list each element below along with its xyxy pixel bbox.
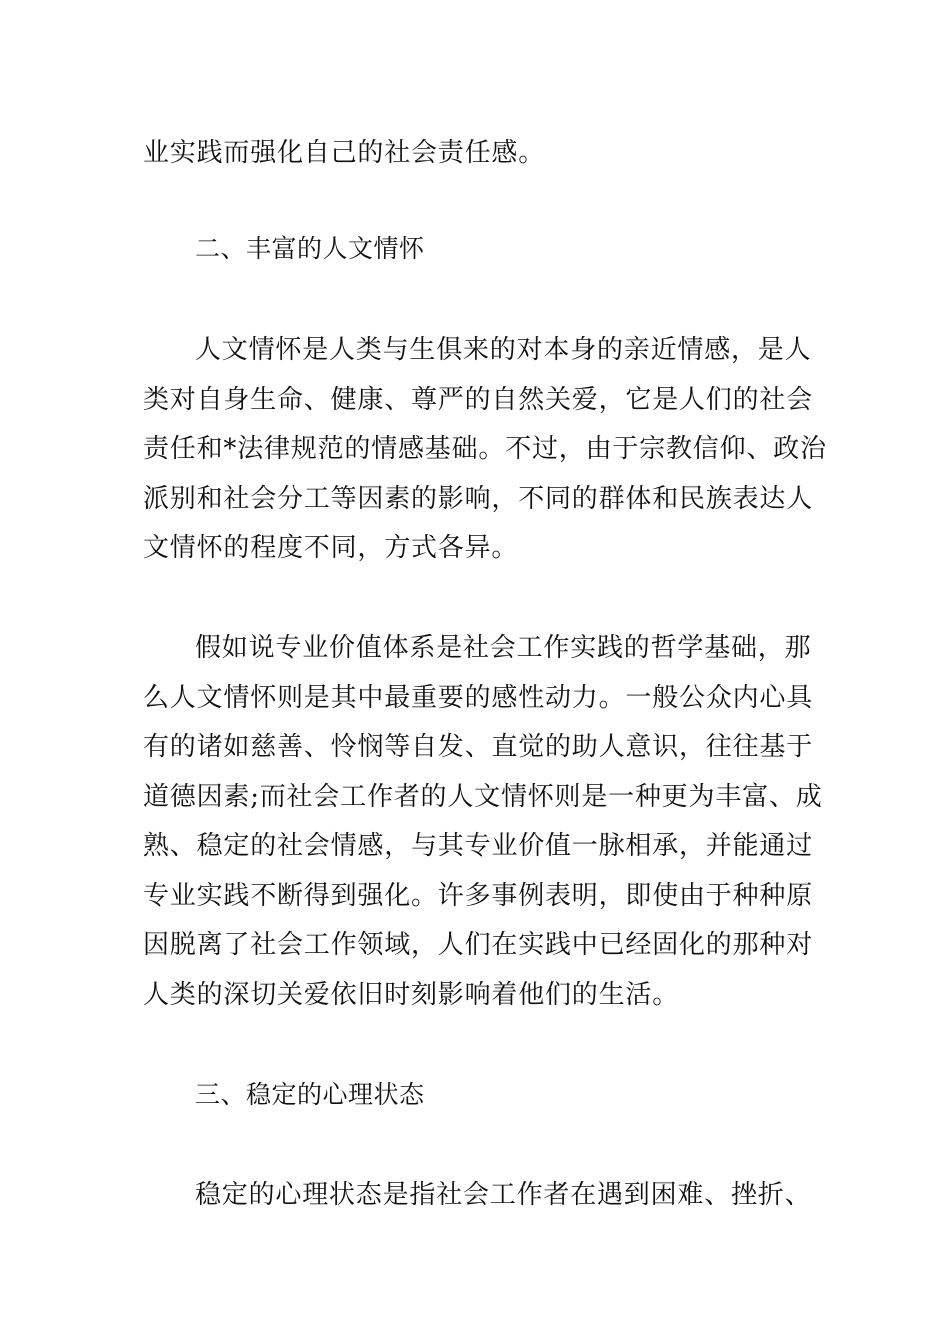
paragraph-line: 人类的深切关爱依旧时刻影响着他们的生活。 <box>143 980 680 1010</box>
paragraph-line: 稳定的心理状态是指社会工作者在遇到困难、挫折、 <box>195 1180 812 1210</box>
paragraph-line: 道德因素;而社会工作者的人文情怀则是一种更为丰富、成 <box>143 782 823 812</box>
paragraph-line: 人文情怀是人类与生俱来的对本身的亲近情感，是人 <box>195 335 812 365</box>
paragraph-line: 专业实践不断得到强化。许多事例表明，即使由于种种原 <box>143 881 814 911</box>
paragraph-line: 因脱离了社会工作领域，人们在实践中已经固化的那种对 <box>143 930 814 960</box>
section-heading-3: 三、稳定的心理状态 <box>195 1080 425 1109</box>
paragraph-line: 文情怀的程度不同，方式各异。 <box>143 533 519 563</box>
paragraph-line: 假如说专业价值体系是社会工作实践的哲学基础，那 <box>195 633 812 663</box>
paragraph-line: 类对自身生命、健康、尊严的自然关爱，它是人们的社会 <box>143 385 814 415</box>
paragraph-continuation: 业实践而强化自己的社会责任感。 <box>143 138 546 168</box>
paragraph-line: 么人文情怀则是其中最重要的感性动力。一般公众内心具 <box>143 683 814 713</box>
paragraph-line: 有的诸如慈善、怜悯等自发、直觉的助人意识，往往基于 <box>143 732 814 762</box>
paragraph-line: 熟、稳定的社会情感，与其专业价值一脉相承，并能通过 <box>143 831 814 861</box>
paragraph-line: 责任和*法律规范的情感基础。不过，由于宗教信仰、政治 <box>143 434 827 464</box>
section-heading-2: 二、丰富的人文情怀 <box>195 234 425 263</box>
paragraph-line: 派别和社会分工等因素的影响，不同的群体和民族表达人 <box>143 484 814 514</box>
